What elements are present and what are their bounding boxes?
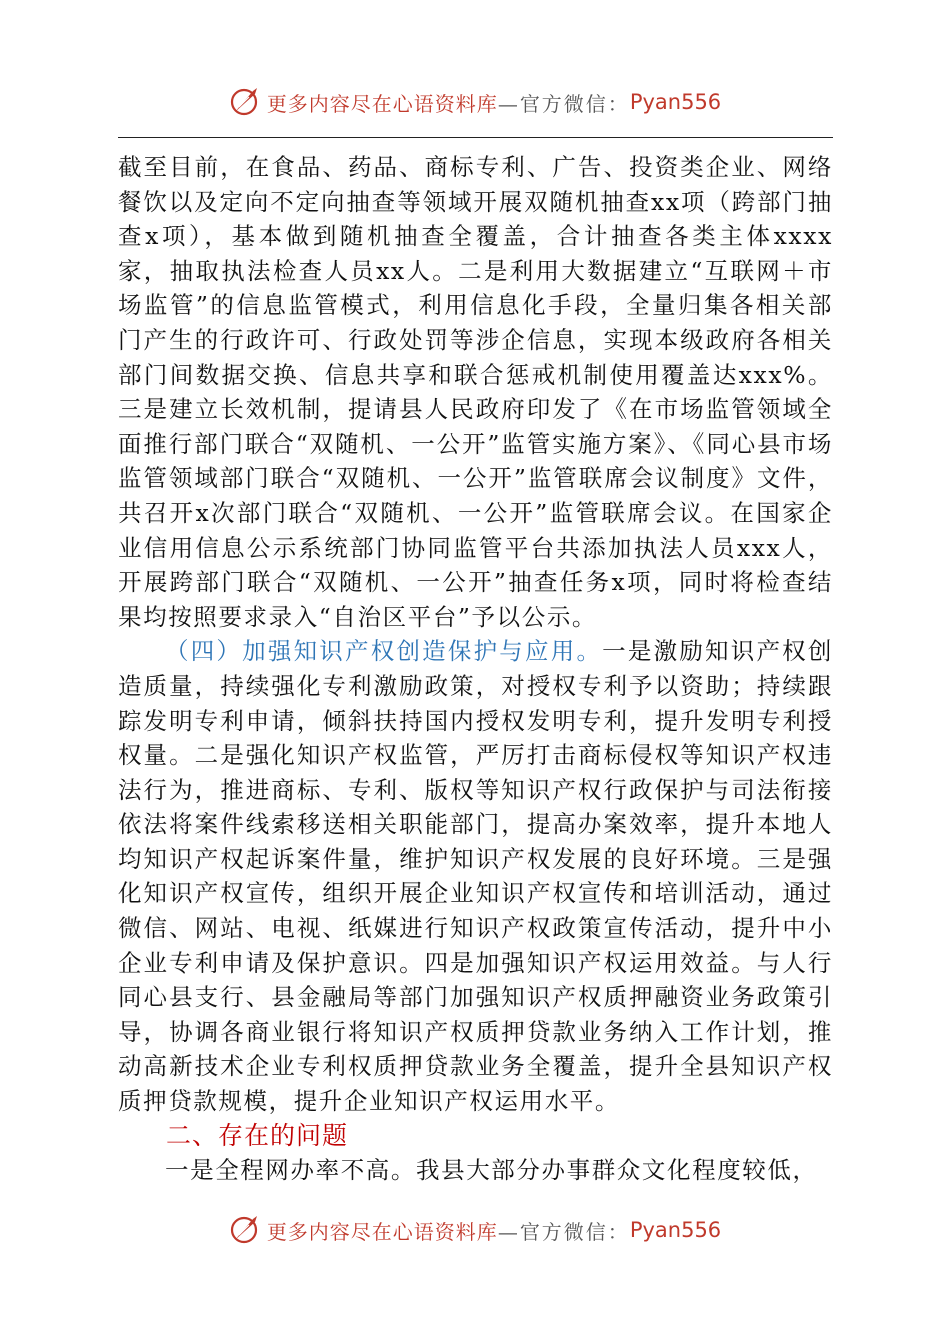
section-4-body: 一是激励知识产权创造质量，持续强化专利激励政策，对授权专利予以资助；持续跟踪发明专利申请，倾斜扶持国内授权发明专利，提升发明专利授权量。二是强化知识产权监管，严厉打击商标侵权等知识产权违法行为，推进商标、专利、版权等知识产权行政保护与司法衔接依法将案件线索移送相关职能部门，提高办案效率，提升本地人均知识产权起诉案件量，维护知识产权发展的良好环境。三是强化知识产权宣传，组织开展企业知识产权宣传和培训活动，通过微信、网站、电视、纸媒进行知识产权政策宣传活动，提升中小企业专利申请及保护意识。四是加强知识产权运用效益。与人行同心县支行、县金融局等部门加强知识产权质押融资业务政策引导，协调各商业银行将知识产权质押贷款业务纳入工作计划，推动高新技术企业专利权质押贷款业务全覆盖，提升全县知识产权质押贷款规模，提升企业知识产权运用水平。: [118, 637, 833, 1116]
section-4-paragraph: [118, 634, 833, 1118]
paragraph-last: 一是全程网办率不高。我县大部分办事群众文化程度较低，: [165, 1156, 818, 1185]
quill-logo-icon: [229, 85, 263, 119]
document-body: [118, 150, 833, 1188]
quill-logo-icon: [229, 1213, 263, 1247]
section-4-title: （四）加强知识产权创造保护与应用。: [165, 637, 603, 666]
banner-brand-text: 更多内容尽在心语资料库: [266, 1219, 498, 1244]
section-heading: 二、存在的问题: [166, 1120, 349, 1150]
banner-official-text: —官方微信：: [497, 1219, 630, 1244]
paragraph-1: 截至目前，在食品、药品、商标专利、广告、投资类企业、网络餐饮以及定向不定向抽查等领域开展双随机抽查xx项（跨部门抽查x项），基本做到随机抽查全覆盖，合计抽查各类主体xxxx家，抽取执法检查人员xx人。二是利用大数据建立“互联网＋市场监管”的信息监管模式，利用信息化手段，全量归集各相关部门产生的行政许可、行政处罚等涉企信息，实现本级政府各相关部门间数据交换、信息共享和联合惩戒机制使用覆盖达xxx%。三是建立长效机制，提请县人民政府印发了《在市场监管领域全面推行部门联合“双随机、一公开”监管实施方案》、《同心县市场监管领域部门联合“双随机、一公开”监管联席会议制度》文件，共召开x次部门联合“双随机、一公开”监管联席会议。在国家企业信用信息公示系统部门协同监管平台共添加执法人员xxx人，开展跨部门联合“双随机、一公开”抽查任务x项，同时将检查结果均按照要求录入“自治区平台”予以公示。: [118, 153, 833, 631]
banner-wechat-id: Pyan556: [629, 1218, 722, 1242]
footer-banner: [0, 1210, 950, 1250]
header-rule: [118, 137, 833, 138]
banner-brand-text: 更多内容尽在心语资料库: [266, 91, 498, 116]
banner-wechat-id: Pyan556: [629, 90, 722, 114]
banner-official-text: —官方微信：: [497, 91, 630, 116]
header-banner: [0, 82, 950, 122]
